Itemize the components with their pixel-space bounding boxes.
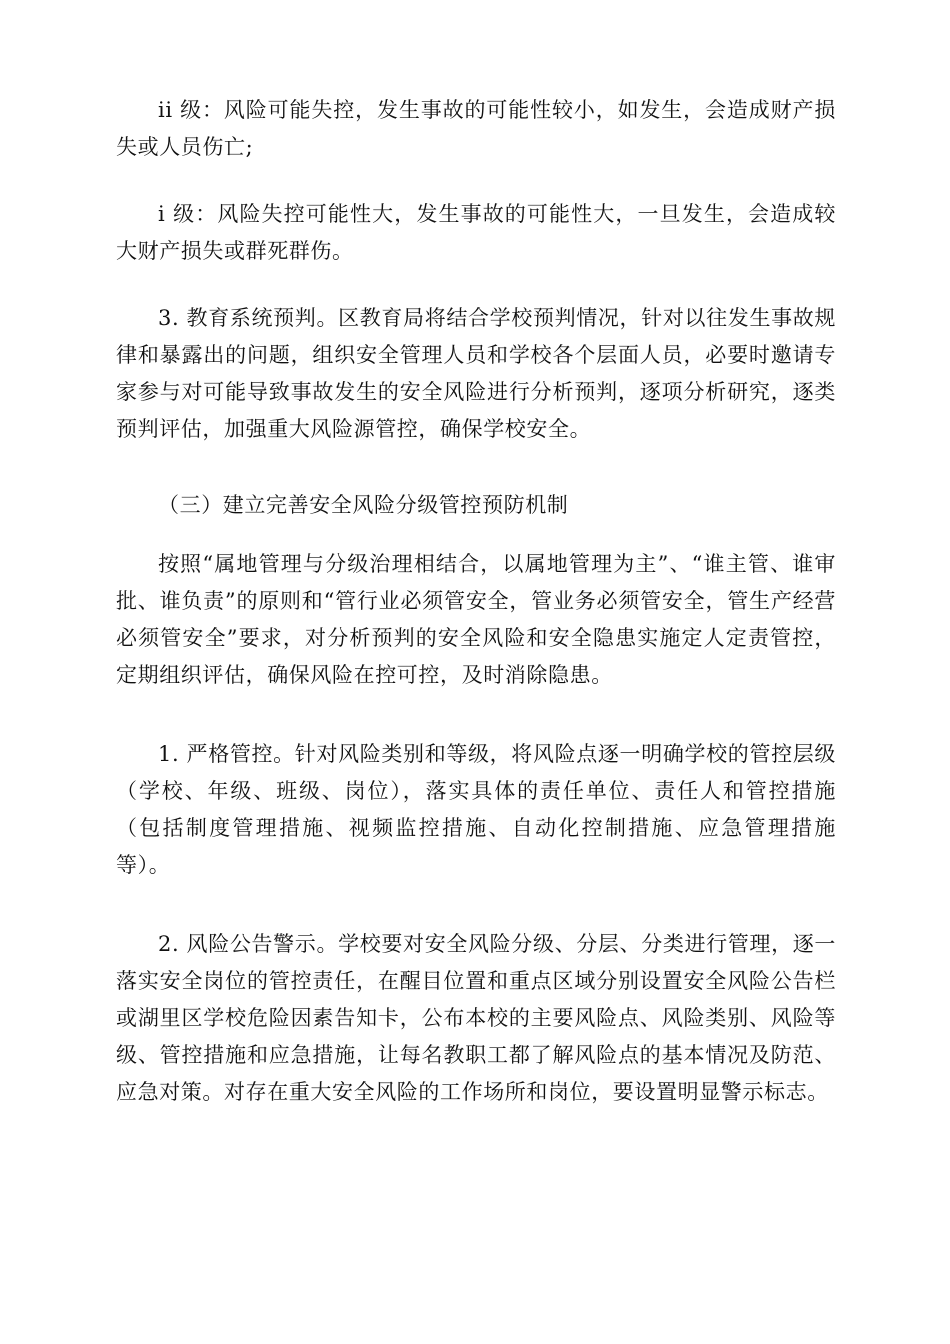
paragraph-level-i: i 级：风险失控可能性大，发生事故的可能性大，一旦发生，会造成较大财产损失或群死群伤。	[116, 202, 836, 263]
paragraph-education-prediction: 3. 教育系统预判。区教育局将结合学校预判情况，针对以往发生事故规律和暴露出的问题，组织安全管理人员和学校各个层面人员，必要时邀请专家参与对可能导致事故发生的安全风险进行分析预判，逐项分析研究，逐类预判评估，加强重大风险源管控，确保学校安全。	[116, 306, 836, 441]
paragraph-level-ii: ii 级：风险可能失控，发生事故的可能性较小，如发生，会造成财产损失或人员伤亡;	[116, 98, 836, 159]
section-heading: （三）建立完善安全风险分级管控预防机制	[158, 493, 569, 517]
paragraph-strict-control: 1. 严格管控。针对风险类别和等级，将风险点逐一明确学校的管控层级（学校、年级、班级、岗位），落实具体的责任单位、责任人和管控措施（包括制度管理措施、视频监控措施、自动化控制措施、应急管理措施等）。	[116, 742, 836, 877]
paragraph-risk-notice: 2. 风险公告警示。学校要对安全风险分级、分层、分类进行管理，逐一落实安全岗位的管控责任，在醒目位置和重点区域分别设置安全风险公告栏或湖里区学校危险因素告知卡，公布本校的主要风险点、风险类别、风险等级、管控措施和应急措施，让每名教职工都了解风险点的基本情况及防范、应急对策。对存在重大安全风险的工作场所和岗位，要设置明显警示标志。	[116, 932, 836, 1104]
paragraph-principles: 按照“属地管理与分级治理相结合，以属地管理为主”、“谁主管、谁审批、谁负责”的原则和“管行业必须管安全，管业务必须管安全，管生产经营必须管安全”要求，对分析预判的安全风险和安全隐患实施定人定责管控，定期组织评估，确保风险在控可控，及时消除隐患。	[116, 552, 836, 687]
